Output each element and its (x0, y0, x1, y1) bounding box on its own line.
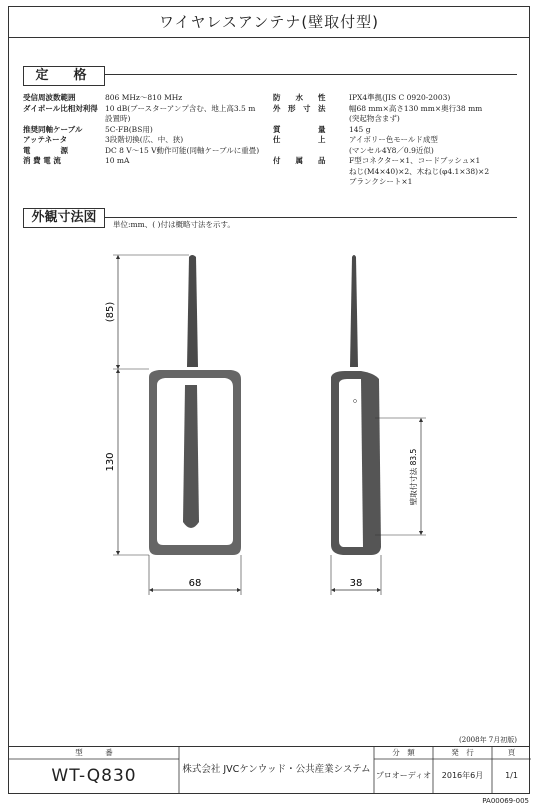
spec-label: 推奨同軸ケーブル (23, 124, 83, 134)
title-block (9, 746, 529, 793)
dimension-drawing (9, 7, 531, 795)
side-antenna (350, 255, 358, 367)
dim-antenna-height: (85) (105, 301, 116, 323)
spec-value: 145 g (349, 124, 371, 134)
spec-label: アッテネータ (23, 135, 68, 144)
spec-label: 受信周波数範囲 (23, 93, 76, 102)
edition-note: (2008年 7月初版) (459, 736, 517, 744)
spec-label: 仕 上 (273, 135, 326, 144)
spec-label: 電 源 (23, 145, 68, 155)
spec-label: 防 水 性 (273, 93, 326, 102)
spec-value: IPX4準拠(JIS C 0920-2003) (349, 93, 451, 102)
dims-section-heading: 外観寸法図 (23, 208, 105, 228)
spec-value: 5C-FB(BS用) (105, 124, 153, 134)
document-code: PA00069-005 (482, 797, 529, 805)
dim-body-height: 130 (105, 452, 116, 472)
spec-label: ダイポール比相対利得 (23, 103, 98, 113)
page-header: 頁 (507, 748, 516, 757)
issue-header: 発 行 (451, 748, 474, 757)
model-header: 型 番 (75, 748, 113, 757)
company-name: 株式会社 JVCケンウッド・公共産業システム (182, 764, 371, 775)
issue-date: 2016年6月 (441, 771, 484, 780)
class-header: 分 類 (392, 748, 415, 757)
spec-value: 10 dB(ブースターアンプ含む、地上高3.5 m (105, 103, 256, 113)
dims-note: 単位:mm、( )付は概略寸法を示す。 (113, 220, 235, 229)
spec-value: F型コネクター×1、コードブッシュ×1 (349, 156, 481, 165)
spec-value: DC 8 V～15 V動作可能(同軸ケーブルに重畳) (105, 145, 260, 155)
spec-value: 806 MHz～810 MHz (105, 93, 183, 102)
spec-value: (マンセル4Y8／0.9近似) (349, 145, 434, 155)
spec-value: ねじ(M4×40)×2、木ねじ(φ4.1×38)×2 (349, 166, 490, 176)
side-indicator-dot (354, 400, 357, 403)
front-view (149, 255, 241, 555)
spec-section-heading: 定 格 (23, 66, 105, 86)
dim-width: 68 (188, 578, 202, 589)
side-view (331, 255, 381, 555)
spec-label: 消 費 電 流 (23, 156, 61, 165)
spec-value: 幅68 mm×高さ130 mm×奥行38 mm (349, 103, 483, 113)
spec-value: 設置時) (105, 114, 131, 123)
dim-mount-pitch: 壁取付寸法 83.5 (409, 448, 418, 506)
spec-label: 付 属 品 (273, 156, 326, 165)
page-title: ワイヤレスアンテナ(壁取付型) (9, 7, 529, 38)
side-face (339, 379, 363, 547)
spec-value: 10 mA (105, 156, 130, 165)
spec-sheet (8, 6, 530, 794)
front-antenna (187, 255, 198, 367)
class-value: プロオーディオ (375, 771, 432, 780)
model-number: WT-Q830 (51, 766, 137, 786)
spec-value: 3段階切換(広、中、狭) (105, 135, 184, 144)
page-number: 1/1 (505, 771, 518, 780)
front-antenna-element (183, 385, 199, 528)
spec-value: アイボリー色モールド成型 (349, 135, 438, 144)
spec-value: ブランクシート×1 (349, 177, 413, 186)
dim-depth: 38 (349, 578, 363, 589)
spec-label: 外 形 寸 法 (273, 103, 326, 113)
spec-value: (突起物含まず) (349, 114, 400, 123)
spec-label: 質 量 (273, 124, 326, 134)
